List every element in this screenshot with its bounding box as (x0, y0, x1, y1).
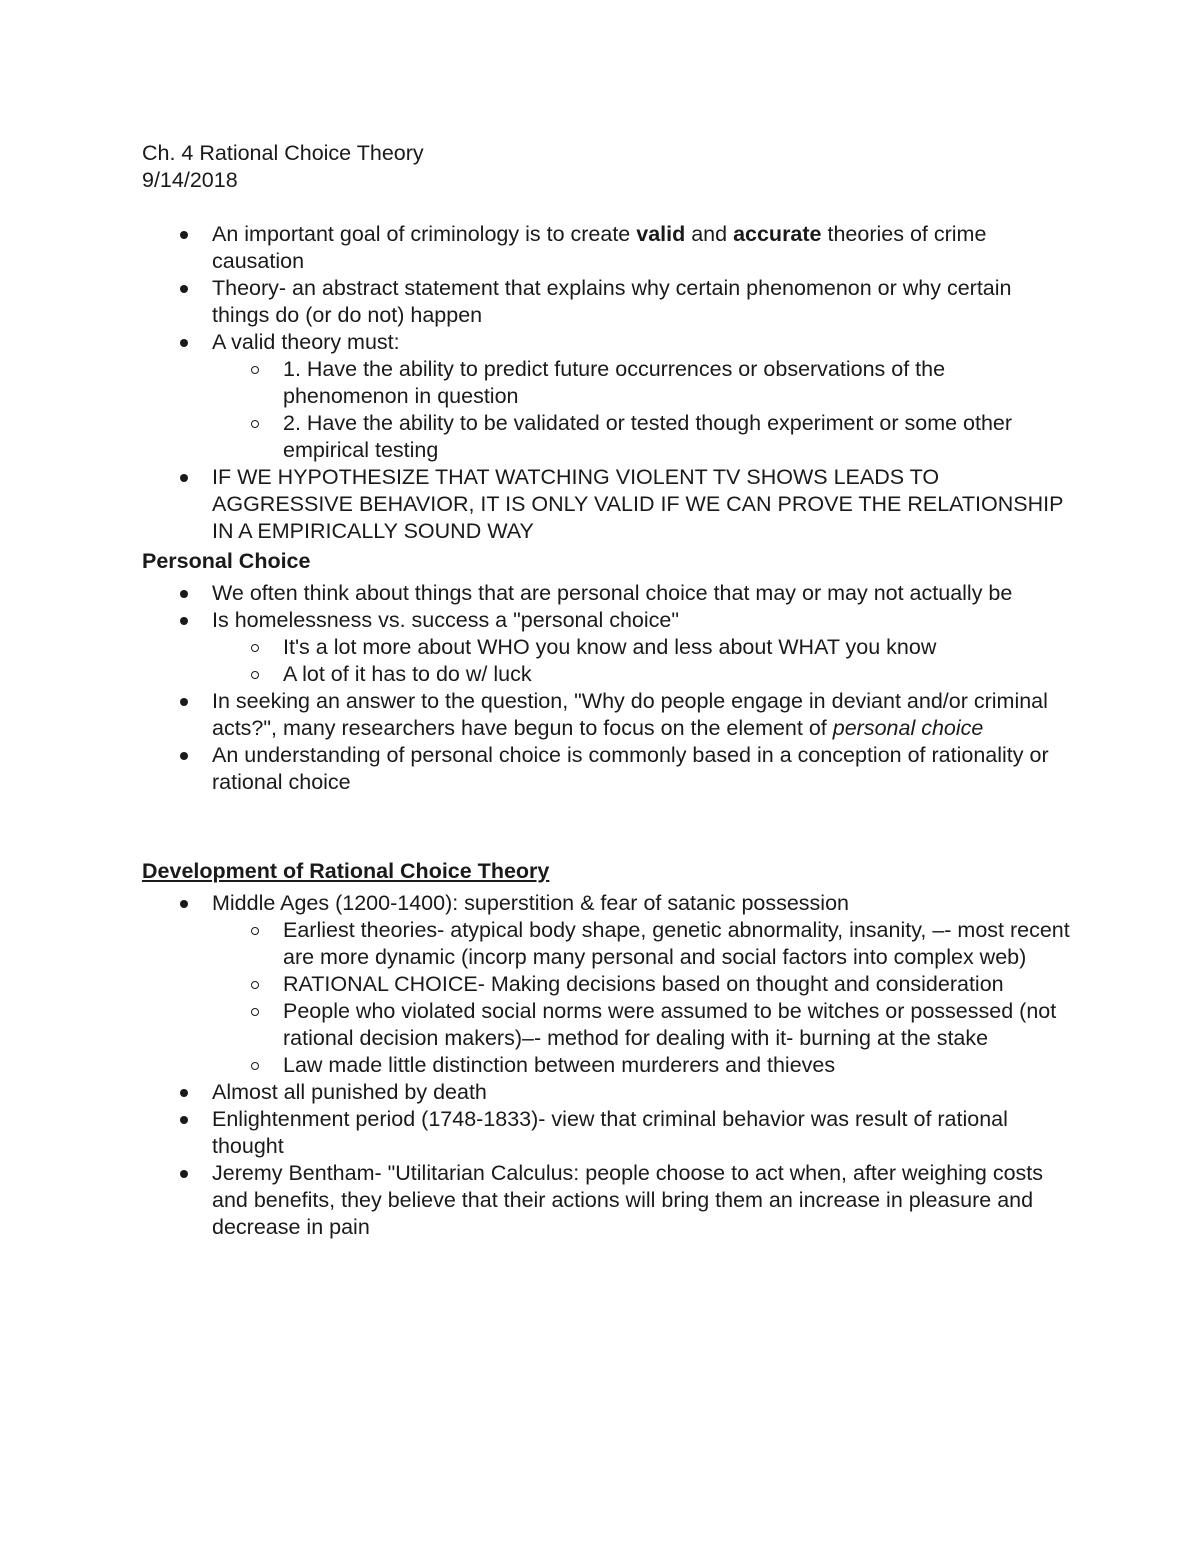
list-item: Middle Ages (1200-1400): superstition & fear of satanic possession Earliest theories- atypical body shape, genetic abnormality, insanity, –- most recent are more dynamic (incorp many personal and social factors into complex web) RATIONAL CHOICE- Making decisions based on thought and consideration People who violated social norms were assumed to be witches or possessed (not rational decision makers)–- method for dealing with it- burning at the stake Law made little distinction between murderers and thieves (142, 890, 1072, 1079)
list-item: We often think about things that are personal choice that may or may not actually be (142, 580, 1072, 607)
list-item: Theory- an abstract statement that explains why certain phenomenon or why certain things do (or do not) happen (142, 275, 1072, 329)
list-item: Jeremy Bentham- "Utilitarian Calculus: people choose to act when, after weighing costs and benefits, they believe that their actions will bring them an increase in pleasure and decrease in pain (142, 1160, 1072, 1241)
sub-list-item: A lot of it has to do w/ luck (142, 661, 1072, 688)
section-heading-personal-choice: Personal Choice (142, 549, 311, 573)
document-page (142, 140, 1072, 1241)
spacer (142, 194, 1072, 221)
list-item: Enlightenment period (1748-1833)- view that criminal behavior was result of rational thought (142, 1106, 1072, 1160)
sub-list-item: RATIONAL CHOICE- Making decisions based on thought and consideration (142, 971, 1072, 998)
list-item: IF WE HYPOTHESIZE THAT WATCHING VIOLENT TV SHOWS LEADS TO AGGRESSIVE BEHAVIOR, IT IS ONLY VALID IF WE CAN PROVE THE RELATIONSHIP IN A EMPIRICALLY SOUND WAY (142, 464, 1072, 545)
bold-term-accurate: accurate (733, 222, 822, 246)
section-heading-development: Development of Rational Choice Theory (142, 859, 550, 883)
sub-list-item: People who violated social norms were assumed to be witches or possessed (not rational decision makers)–- method for dealing with it- burning at the stake (142, 998, 1072, 1052)
sub-list-item: Earliest theories- atypical body shape, genetic abnormality, insanity, –- most recent are more dynamic (incorp many personal and social factors into complex web) (142, 917, 1072, 971)
list-item: Is homelessness vs. success a "personal choice" It's a lot more about WHO you know and less about WHAT you know A lot of it has to do w/ luck (142, 607, 1072, 688)
list-item: An understanding of personal choice is commonly based in a conception of rationality or rational choice (142, 742, 1072, 796)
intro-list (142, 221, 1072, 545)
bold-term-valid: valid (636, 222, 686, 246)
personal-choice-list (142, 580, 1072, 796)
sub-list-item: It's a lot more about WHO you know and less about WHAT you know (142, 634, 1072, 661)
list-item: An important goal of criminology is to create valid and accurate theories of crime causation (142, 221, 1072, 275)
document-date: 9/14/2018 (142, 168, 238, 192)
sub-list-item: 2. Have the ability to be validated or tested though experiment or some other empirical testing (142, 410, 1072, 464)
document-title: Ch. 4 Rational Choice Theory (142, 141, 424, 165)
sub-list-item: Law made little distinction between murderers and thieves (142, 1052, 1072, 1079)
sub-list (212, 356, 1072, 464)
sub-list-item: 1. Have the ability to predict future occurrences or observations of the phenomenon in question (142, 356, 1072, 410)
sub-list (212, 634, 1072, 688)
italic-term: personal choice (832, 716, 984, 740)
list-item: Almost all punished by death (142, 1079, 1072, 1106)
list-item: In seeking an answer to the question, "Why do people engage in deviant and/or criminal acts?", many researchers have begun to focus on the element of personal choice (142, 688, 1072, 742)
list-item: A valid theory must: 1. Have the ability to predict future occurrences or observations of the phenomenon in question 2. Have the ability to be validated or tested though experiment or some other empirical testing (142, 329, 1072, 464)
development-list (142, 890, 1072, 1241)
sub-list (212, 917, 1072, 1079)
